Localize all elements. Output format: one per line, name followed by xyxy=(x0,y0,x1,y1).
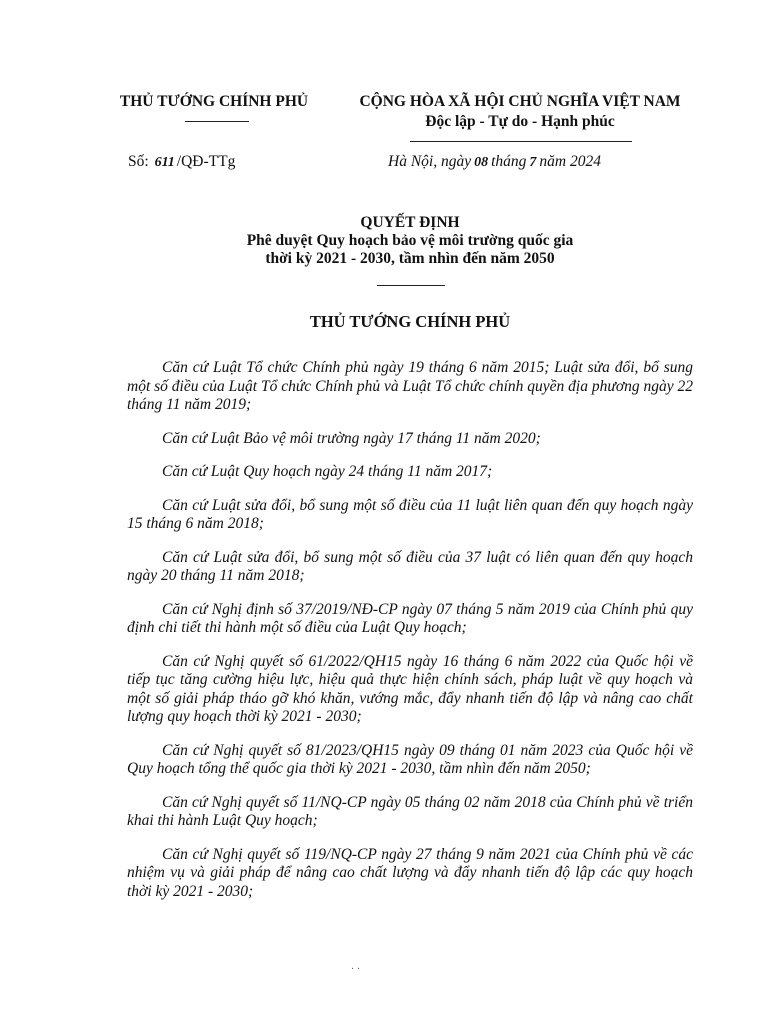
number-suffix: /QĐ-TTg xyxy=(176,153,236,170)
number-handwritten: 611 xyxy=(154,155,175,170)
signing-authority: THỦ TƯỚNG CHÍNH PHỦ xyxy=(309,312,511,331)
doc-type: QUYẾT ĐỊNH xyxy=(360,214,460,231)
basis-paragraph: Căn cứ Nghị định số 37/2019/NĐ-CP ngày 07 tháng 5 năm 2019 của Chính phủ quy định chi tiết thi hành một số điều của Luật Quy hoạch; xyxy=(127,600,693,636)
basis-paragraph: Căn cứ Nghị quyết số 81/2023/QH15 ngày 09 tháng 01 năm 2023 của Quốc hội về Quy hoạch tổng thể quốc gia thời kỳ 2021 - 2030, tầm nhìn đến năm 2050; xyxy=(127,741,693,777)
basis-paragraph: Căn cứ Nghị quyết số 11/NQ-CP ngày 05 tháng 02 năm 2018 của Chính phủ về triển khai thi hành Luật Quy hoạch; xyxy=(127,793,693,829)
scan-artifact: · · xyxy=(351,964,361,975)
number-prefix: Số: xyxy=(128,153,149,170)
place-and-date xyxy=(388,153,601,171)
divider-line xyxy=(377,285,445,286)
basis-paragraph: Căn cứ Luật Bảo vệ môi trường ngày 17 tháng 11 năm 2020; xyxy=(162,429,541,447)
title-line-1: Phê duyệt Quy hoạch bảo vệ môi trường quốc gia xyxy=(246,232,574,249)
date-part-1: Hà Nội, ngày xyxy=(388,153,472,170)
date-month: 7 xyxy=(529,155,537,170)
date-day: 08 xyxy=(474,155,489,170)
divider-line xyxy=(410,141,632,142)
basis-paragraph: Căn cứ Luật Tổ chức Chính phủ ngày 19 tháng 6 năm 2015; Luật sửa đổi, bổ sung một số điều của Luật Tổ chức Chính phủ và Luật Tổ chức chính quyền địa phương ngày 22 tháng 11 năm 2019; xyxy=(127,359,693,413)
national-motto: Độc lập - Tự do - Hạnh phúc xyxy=(425,113,615,130)
date-month-label: tháng xyxy=(491,153,527,170)
date-year: năm 2024 xyxy=(539,153,601,170)
document-number xyxy=(128,153,235,171)
basis-paragraph: Căn cứ Luật sửa đổi, bổ sung một số điều của 11 luật liên quan đến quy hoạch ngày 15 tháng 6 năm 2018; xyxy=(127,496,693,532)
decision-title xyxy=(120,214,700,268)
national-header xyxy=(340,93,700,131)
title-line-2: thời kỳ 2021 - 2030, tầm nhìn đến năm 2050 xyxy=(265,250,555,267)
basis-paragraph: Căn cứ Nghị quyết số 61/2022/QH15 ngày 16 tháng 6 năm 2022 của Quốc hội về tiếp tục tăng cường hiệu lực, hiệu quả thực hiện chính sách, pháp luật về quy hoạch và một số giải pháp tháo gỡ khó khăn, vướng mắc, đẩy nhanh tiến độ lập và nâng cao chất lượng quy hoạch thời kỳ 2021 - 2030; xyxy=(127,652,693,725)
issuing-authority: THỦ TƯỚNG CHÍNH PHỦ xyxy=(119,93,309,110)
basis-paragraph: Căn cứ Luật sửa đổi, bổ sung một số điều của 37 luật có liên quan đến quy hoạch ngày 20 tháng 11 năm 2018; xyxy=(127,548,693,584)
legal-basis-list xyxy=(127,359,693,916)
basis-paragraph: Căn cứ Luật Quy hoạch ngày 24 tháng 11 năm 2017; xyxy=(162,463,493,480)
basis-paragraph: Căn cứ Nghị quyết số 119/NQ-CP ngày 27 tháng 9 năm 2021 của Chính phủ về các nhiệm vụ và giải pháp để nâng cao chất lượng và đẩy nhanh tiến độ lập các quy hoạch thời kỳ 2021 - 2030; xyxy=(127,845,693,900)
country-name: CỘNG HÒA XÃ HỘI CHỦ NGHĨA VIỆT NAM xyxy=(359,93,681,110)
divider-line xyxy=(185,121,249,122)
